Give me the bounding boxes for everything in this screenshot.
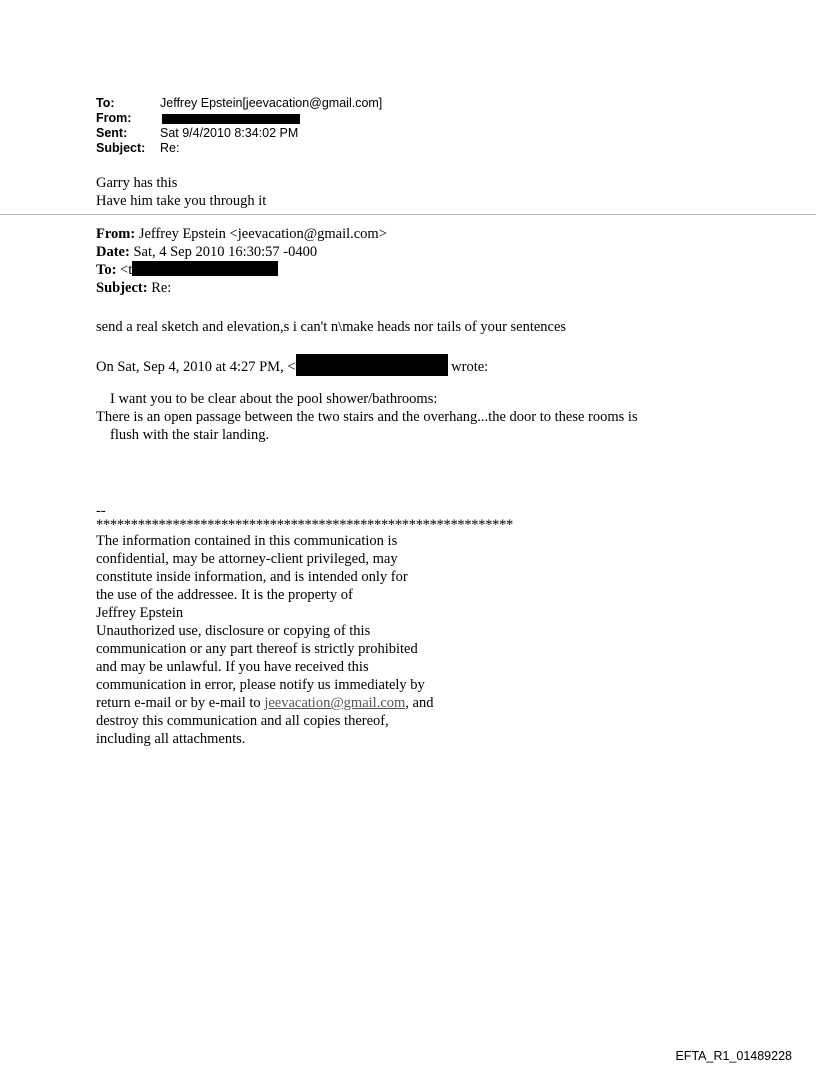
disclaimer-line: communication or any part thereof is strictly prohibited [96,641,418,657]
subject-value: Re: [160,141,180,155]
sent-label: Sent: [96,126,128,140]
document-id: EFTA_R1_01489228 [675,1049,792,1063]
subject-label: Subject: [96,141,146,155]
redaction-bar [162,114,300,124]
sent-value: Sat 9/4/2010 8:34:02 PM [160,126,299,140]
signature-dashes: -- [96,503,106,519]
quoted-subject-label: Subject: [96,280,148,296]
to-label: To: [96,96,115,110]
attribution-prefix: On Sat, Sep 4, 2010 at 4:27 PM, < [96,359,296,375]
quoted-body [96,390,638,444]
header-subject-row [96,141,382,156]
quoted-to-label: To: [96,262,117,278]
quoted-subject-row [96,279,387,297]
message-body [96,318,566,336]
disclaimer-line: the use of the addressee. It is the property of [96,587,353,603]
quoted-subject-value: Re: [147,280,172,296]
header-from-row [96,111,382,126]
attribution-line [96,354,488,376]
divider [0,214,816,215]
quoted-from-label: From: [96,226,136,242]
signature-block [96,504,513,748]
quoted-header [96,225,387,297]
disclaimer-line: constitute inside information, and is intended only for [96,569,408,585]
message-text: send a real sketch and elevation,s i can't n\make heads nor tails of your sentences [96,319,567,335]
quoted-date-row [96,243,387,261]
header-sent-row [96,126,382,141]
quoted-date-label: Date: [96,244,130,260]
disclaimer-line: The information contained in this communication is [96,533,398,549]
redaction-bar [296,354,448,376]
disclaimer-line: communication in error, please notify us immediately by [96,677,425,693]
disclaimer-line: destroy this communication and all copies thereof, [96,713,389,729]
quoted-date-value: Sat, 4 Sep 2010 16:30:57 -0400 [129,244,318,260]
email-link[interactable]: jeevacation@gmail.com [264,695,406,711]
disclaimer-line: confidential, may be attorney-client privileged, may [96,551,398,567]
to-value: Jeffrey Epstein[jeevacation@gmail.com] [160,96,383,110]
reply-line: Garry has this [96,175,178,191]
disclaimer-return-line [96,694,513,712]
disclaimer-line: Unauthorized use, disclosure or copying of this [96,623,371,639]
return-prefix: return e-mail or by e-mail to [96,695,265,711]
quoted-to-row [96,261,387,279]
disclaimer-line: Jeffrey Epstein [96,605,184,621]
quoted-from-value: Jeffrey Epstein <jeevacation@gmail.com> [135,226,387,242]
header-to-row [96,96,382,111]
signature-stars: ************************************************************ [96,517,514,533]
attribution-suffix: wrote: [447,359,489,375]
attribution-row [96,354,488,376]
reply-line: Have him take you through it [96,193,267,209]
quoted-line: There is an open passage between the two stairs and the overhang...the door to these rooms is [96,409,638,425]
disclaimer-line: and may be unlawful. If you have received this [96,659,369,675]
reply-body [96,174,266,210]
quoted-line: flush with the stair landing. [110,427,270,443]
disclaimer-line: including all attachments. [96,731,246,747]
email-header [96,96,382,156]
from-label: From: [96,111,132,125]
quoted-from-row [96,225,387,243]
quoted-to-value: <t [116,262,133,278]
quoted-line: I want you to be clear about the pool shower/bathrooms: [110,391,438,407]
redaction-bar [132,261,278,276]
return-suffix: , and [405,695,434,711]
